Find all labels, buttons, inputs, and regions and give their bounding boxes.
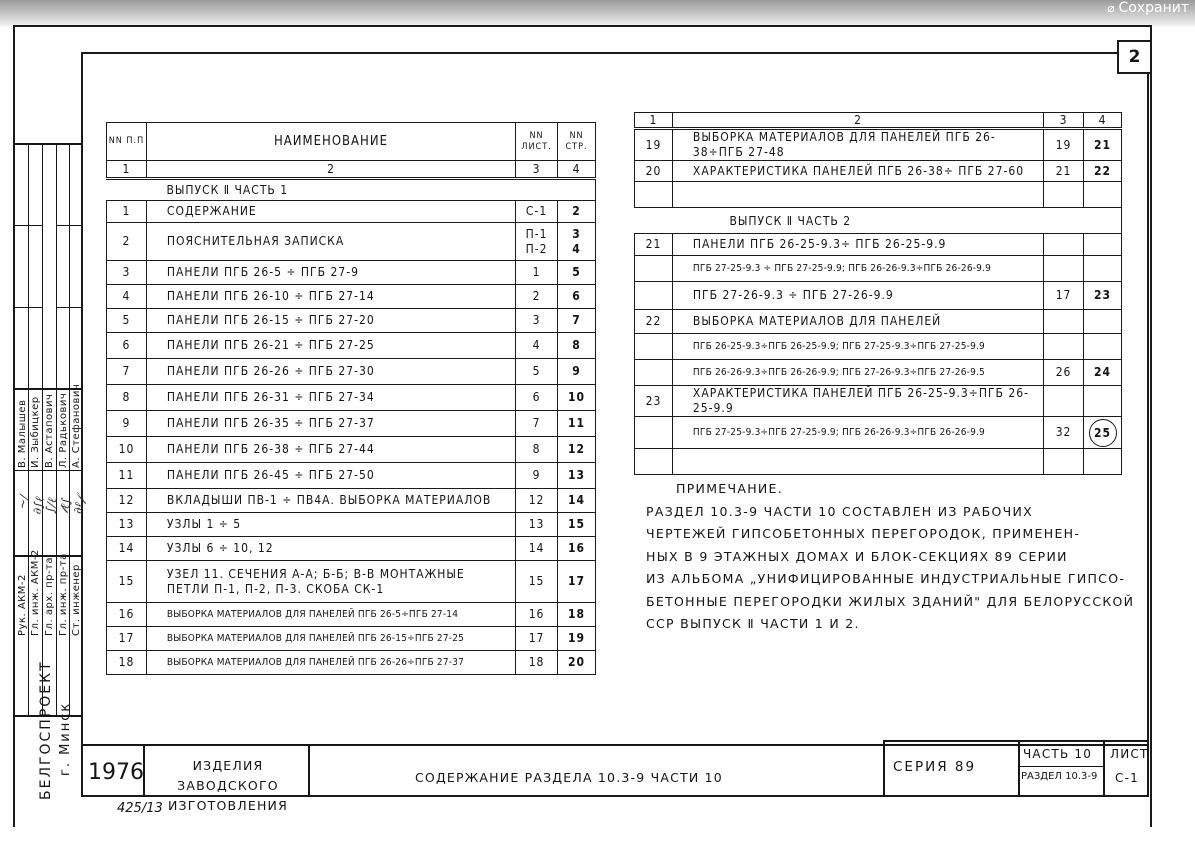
row-number [107,489,147,513]
row-number [107,309,147,333]
table-row [107,513,596,537]
row-sheet [516,537,558,561]
row-page [558,285,596,309]
sheet-value: С-1 [1115,771,1139,785]
row-page-text: 3 4 [572,226,581,256]
row-sheet [516,285,558,309]
sheet-label: ЛИСТ [1110,747,1149,761]
row-number [107,261,147,285]
category: ИЗДЕЛИЯ ЗАВОДСКОГО ИЗГОТОВЛЕНИЯ [167,758,288,813]
row-page-text: 10 [568,390,586,404]
row-sheet-text: 18 [528,655,545,669]
row-page-text: 8 [572,338,581,352]
row-name-text: ПГБ 27-26-9.3 ÷ ПГБ 27-26-9.9 [692,288,894,302]
note-line: ЧЕРТЕЖЕЙ ГИПСОБЕТОННЫХ ПЕРЕГОРОДОК, ПРИМЕНЕН- [646,526,1081,541]
row-sheet [516,437,558,463]
stamp-role: Гл. инж. пр-та [58,553,69,636]
row-sheet [516,513,558,537]
row-sheet-text: 21 [1055,163,1072,178]
row-name [146,359,515,385]
row-page [1084,161,1122,182]
row-sheet [1044,129,1084,161]
series: СЕРИЯ 89 [893,759,977,775]
col-num: 2 [672,113,1043,129]
row-page [558,603,596,627]
row-number-text: 5 [122,313,131,327]
row-page-text: 5 [572,265,581,279]
row-page [558,437,596,463]
row-page [1084,417,1122,449]
row-page-text: 13 [568,468,586,482]
row-name [146,463,515,489]
row-page-text: 16 [568,541,586,555]
table-row [107,537,596,561]
row-number [107,537,147,561]
row-number [107,359,147,385]
row-page-text: 15 [568,517,586,531]
row-name [146,223,515,261]
row-number [107,463,147,489]
row-number-text: 4 [122,289,131,303]
section-title: ВЫПУСК Ⅱ ЧАСТЬ 1 [107,179,596,201]
row-page-text: 14 [568,493,586,507]
row-name-text: ПАНЕЛИ ПГБ 26-26 ÷ ПГБ 27-30 [166,364,375,378]
row-page [558,513,596,537]
row-name [672,282,1043,310]
row-sheet [516,489,558,513]
row-number [107,411,147,437]
row-sheet [516,261,558,285]
row-page [558,385,596,411]
row-sheet [1044,360,1084,386]
section-row [635,208,1122,234]
table-row [635,417,1122,449]
row-number [635,129,673,161]
row-name-text: ПГБ 27-25-9.3 ÷ ПГБ 27-25-9.9; ПГБ 26-26-9.3÷ПГБ 26-26-9.9 [692,263,992,274]
stamp-role: Ст. инженер [71,564,82,636]
row-name-text: ПОЯСНИТЕЛЬНАЯ ЗАПИСКА [166,234,345,248]
row-name-text: ВЫБОРКА МАТЕРИАЛОВ ДЛЯ ПАНЕЛЕЙ [692,314,942,328]
row-sheet [516,411,558,437]
table-row [107,261,596,285]
row-name-text: ВЫБОРКА МАТЕРИАЛОВ ДЛЯ ПАНЕЛЕЙ ПГБ 26-5÷ПГБ 27-14 [166,609,459,620]
row-sheet-text: 7 [532,416,541,430]
row-name [146,513,515,537]
table-row [635,234,1122,256]
row-page [558,627,596,651]
row-sheet [1044,282,1084,310]
table-row [107,309,596,333]
row-number-text: 1 [122,204,131,218]
row-number [107,437,147,463]
row-name [672,386,1043,417]
row-number-text: 6 [122,338,131,352]
contents-table-part-1 [106,122,596,675]
row-number-text: 18 [118,655,135,669]
signature-icon: ∂ℓ𝒻 [70,496,88,515]
header-name: НАИМЕНОВАНИЕ [146,123,515,161]
row-page [1084,386,1122,417]
row-number-text: 8 [122,390,131,404]
row-name [146,285,515,309]
organization-name: БЕЛГОСПРОЕКТ [38,660,54,800]
row-number-text: 19 [645,137,662,152]
row-number-text: 2 [122,234,131,248]
save-button[interactable] [1103,0,1195,16]
row-sheet [1044,256,1084,282]
row-page [558,537,596,561]
row-sheet-text: 9 [532,468,541,482]
column-number-row [107,161,596,179]
row-name [146,333,515,359]
row-number [107,285,147,309]
row-name-text: ВЫБОРКА МАТЕРИАЛОВ ДЛЯ ПАНЕЛЕЙ ПГБ 26-26÷ПГБ 27-37 [166,657,465,668]
row-number [107,561,147,603]
row-sheet-text: 1 [532,265,541,279]
table-row [635,129,1122,161]
row-page [558,309,596,333]
row-page [558,333,596,359]
row-number [107,627,147,651]
row-name [672,417,1043,449]
table-row [107,359,596,385]
row-sheet-text: 2 [532,289,541,303]
row-page-text: 12 [568,442,586,456]
col-num: 1 [635,113,673,129]
row-page [1084,282,1122,310]
row-name-text: ПГБ 26-25-9.3÷ПГБ 26-25-9.9; ПГБ 27-25-9.3÷ПГБ 27-25-9.9 [692,341,985,352]
row-page-text: 6 [572,289,581,303]
row-sheet [516,333,558,359]
row-name-text: УЗЛЫ 1 ÷ 5 [166,517,242,531]
row-name-text: ВКЛАДЫШИ ПВ-1 ÷ ПВ4А. ВЫБОРКА МАТЕРИАЛОВ [166,493,492,507]
row-sheet [1044,417,1084,449]
row-number-text: 20 [645,163,662,178]
row-name-text: ПАНЕЛИ ПГБ 26-10 ÷ ПГБ 27-14 [166,289,375,303]
row-number [635,282,673,310]
stamp-role: Гл. арх. пр-та [44,556,55,636]
empty-row [635,182,1122,208]
col-num: 2 [146,161,515,179]
table-row [635,161,1122,182]
section-row [107,179,596,201]
row-name-text: СОДЕРЖАНИЕ [166,204,257,218]
row-name-text: УЗЛЫ 6 ÷ 10, 12 [166,541,274,555]
row-number-text: 3 [122,265,131,279]
row-sheet [516,359,558,385]
table-row [107,651,596,675]
section-code: РАЗДЕЛ 10.3-9 [1021,771,1098,782]
row-page [1084,129,1122,161]
row-name-text: ХАРАКТЕРИСТИКА ПАНЕЛЕЙ ПГБ 26-38÷ ПГБ 27-60 [692,163,1025,178]
column-number-row [635,113,1122,129]
row-sheet-text: 6 [532,390,541,404]
table-row [107,627,596,651]
save-button-label: Сохранит [1118,0,1189,16]
note-block [646,478,1136,636]
row-number-text: 16 [118,607,135,621]
note-line: ИЗ АЛЬБОМА „УНИФИЦИРОВАННЫЕ ИНДУСТРИАЛЬНЫЕ ГИПСО- [646,571,1126,586]
table-row [107,463,596,489]
row-name-text: ВЫБОРКА МАТЕРИАЛОВ ДЛЯ ПАНЕЛЕЙ ПГБ 26-15÷ПГБ 27-25 [166,633,465,644]
row-page [558,411,596,437]
col-num: 1 [107,161,147,179]
row-page-text: 24 [1093,365,1112,379]
row-page [558,201,596,223]
row-number-text: 13 [118,517,135,531]
row-page [558,261,596,285]
row-name [672,129,1043,161]
row-name-text: ПАНЕЛИ ПГБ 26-31 ÷ ПГБ 27-34 [166,390,375,404]
row-sheet-text: 8 [532,442,541,456]
row-sheet [1044,310,1084,334]
row-number-text: 14 [118,541,135,555]
table-header-row [107,123,596,161]
signature-icon: 𝓁ℓ∫ [56,496,74,515]
col-num: 3 [516,161,558,179]
row-name [672,360,1043,386]
row-sheet [1044,234,1084,256]
row-name-text: ПАНЕЛИ ПГБ 26-25-9.3÷ ПГБ 26-25-9.9 [692,237,947,251]
row-sheet [516,627,558,651]
row-page [558,463,596,489]
row-sheet-text: 26 [1055,365,1072,379]
row-name [146,603,515,627]
stamp-role: Рук. АКМ-2 [17,574,28,636]
row-sheet-text: 16 [528,607,545,621]
row-number [107,201,147,223]
row-sheet [516,561,558,603]
table-row [107,223,596,261]
row-page-text: 25 [1089,419,1117,447]
row-name-text: УЗЕЛ 11. СЕЧЕНИЯ А-А; Б-Б; В-В МОНТАЖНЫЕ ПЕТЛИ П-1, П-2, П-3. СКОБА СК-1 [166,566,465,596]
col-num: 4 [1084,113,1122,129]
row-page [558,489,596,513]
row-name [146,309,515,333]
row-page-text: 11 [568,416,586,430]
table-row [635,334,1122,360]
row-page-text: 2 [572,204,581,218]
organization-city: г. Минск [58,701,73,776]
row-number [635,234,673,256]
row-name [672,334,1043,360]
row-page [1084,334,1122,360]
row-number [635,417,673,449]
stamp-role: Гл. инж. АКМ-2 [30,549,41,636]
row-number [635,161,673,182]
note-title: ПРИМЕЧАНИЕ. [676,481,784,496]
header-sheet: NN ЛИСТ. [516,123,558,161]
row-name-text: ПГБ 26-26-9.3÷ПГБ 26-26-9.9; ПГБ 27-26-9.3÷ПГБ 27-26-9.5 [692,367,985,378]
table-row [107,437,596,463]
part: ЧАСТЬ 10 [1023,747,1093,761]
row-page [1084,310,1122,334]
row-name [672,234,1043,256]
row-name [146,537,515,561]
row-sheet [516,385,558,411]
row-number-text: 11 [118,468,135,482]
note-line: РАЗДЕЛ 10.3-9 ЧАСТИ 10 СОСТАВЛЕН ИЗ РАБОЧИХ [646,503,1034,519]
stamp-name: В. Малышев [17,399,28,468]
year: 1976 [88,760,144,785]
row-sheet-text: 17 [1055,288,1072,302]
contents-table-part-2 [634,112,1122,475]
row-name [146,411,515,437]
row-number-text: 15 [118,574,135,588]
inventory-number: 425/13 [117,801,163,816]
row-number-text: 9 [122,416,131,430]
row-number [635,386,673,417]
note-line: ССР ВЫПУСК Ⅱ ЧАСТИ 1 И 2. [646,616,860,631]
row-sheet-text: 12 [528,493,545,507]
row-name [146,489,515,513]
sheet-number: 2 [1117,40,1150,74]
row-name [146,651,515,675]
row-sheet [516,223,558,261]
table-row [635,282,1122,310]
row-name-text: ПГБ 27-25-9.3÷ПГБ 27-25-9.9; ПГБ 26-26-9.3÷ПГБ 26-26-9.9 [692,427,985,438]
table-row [107,285,596,309]
row-sheet-text: 4 [532,338,541,352]
table-row [107,603,596,627]
row-number [107,333,147,359]
row-name [146,385,515,411]
row-sheet [1044,161,1084,182]
table-row [107,411,596,437]
row-sheet-text: 19 [1055,137,1072,152]
row-name [146,561,515,603]
row-number [635,334,673,360]
row-page-text: 9 [572,364,581,378]
signature-icon: ∂∫ℓ [29,495,47,516]
row-page-text: 7 [572,313,581,327]
row-number-text: 21 [645,237,662,251]
row-number-text: 22 [645,314,662,328]
table-row [635,360,1122,386]
row-number [107,385,147,411]
row-page-text: 22 [1093,163,1112,178]
browser-top-bar [0,0,1195,28]
table-row [635,256,1122,282]
stamp-name: Л. Радькович [58,392,69,468]
section-title: ВЫПУСК Ⅱ ЧАСТЬ 2 [635,208,1122,234]
row-page [558,651,596,675]
row-sheet [516,651,558,675]
stamp-name: В. Астапович [44,393,55,468]
row-page [1084,234,1122,256]
row-name-text: ХАРАКТЕРИСТИКА ПАНЕЛЕЙ ПГБ 26-25-9.3÷ПГБ 26-25-9.9 [692,386,1030,415]
row-page-text: 18 [568,607,586,621]
row-name [672,256,1043,282]
row-page-text: 19 [568,631,586,645]
stamp-name: А. Стефанович [71,383,82,468]
row-sheet-text: С-1 [525,204,548,218]
table-row [635,386,1122,417]
row-sheet-text: П-1 П-2 [525,226,548,256]
row-number [107,223,147,261]
row-name-text: ВЫБОРКА МАТЕРИАЛОВ ДЛЯ ПАНЕЛЕЙ ПГБ 26-38÷ПГБ 27-48 [692,130,996,159]
row-number-text: 23 [645,393,662,408]
row-name [146,627,515,651]
row-sheet-text: 17 [528,631,545,645]
row-sheet-text: 14 [528,541,545,555]
row-name-text: ПАНЕЛИ ПГБ 26-35 ÷ ПГБ 27-37 [166,416,375,430]
row-sheet [516,463,558,489]
row-number [635,360,673,386]
row-number-text: 10 [118,442,135,456]
row-number [107,651,147,675]
row-sheet [1044,386,1084,417]
row-name [146,437,515,463]
col-num: 4 [558,161,596,179]
row-sheet-text: 5 [532,364,541,378]
row-number [107,603,147,627]
row-page [1084,256,1122,282]
row-name-text: ПАНЕЛИ ПГБ 26-45 ÷ ПГБ 27-50 [166,468,375,482]
row-page-text: 23 [1093,288,1112,302]
row-page-text: 17 [568,574,586,588]
table-row [635,310,1122,334]
row-number [107,513,147,537]
paperclip-icon: ⌀ [1107,1,1115,15]
signature-icon: ∫∕ℓ [42,496,60,515]
row-name-text: ПАНЕЛИ ПГБ 26-38 ÷ ПГБ 27-44 [166,442,375,456]
row-name-text: ПАНЕЛИ ПГБ 26-15 ÷ ПГБ 27-20 [166,313,375,327]
row-name [146,201,515,223]
row-number [635,256,673,282]
row-number-text: 17 [118,631,135,645]
header-nn: NN П.П [107,123,147,161]
signature-icon: ~∕ [14,493,32,511]
row-page [558,359,596,385]
row-name [672,310,1043,334]
row-name [146,261,515,285]
row-number-text: 7 [122,364,131,378]
table-row [107,385,596,411]
drawing-title: СОДЕРЖАНИЕ РАЗДЕЛА 10.3-9 ЧАСТИ 10 [415,770,723,785]
table-row [107,333,596,359]
row-page [558,223,596,261]
row-number-text: 12 [118,493,135,507]
row-sheet-text: 15 [528,574,545,588]
header-page: NN СТР. [558,123,596,161]
row-sheet-text: 32 [1055,425,1072,439]
col-num: 3 [1044,113,1084,129]
row-page [558,561,596,603]
row-sheet-text: 3 [532,313,541,327]
row-page-text: 20 [568,655,586,669]
row-page [1084,360,1122,386]
row-name [672,161,1043,182]
table-row [107,201,596,223]
row-number [635,310,673,334]
note-line: БЕТОННЫЕ ПЕРЕГОРОДКИ ЖИЛЫХ ЗДАНИЙ" ДЛЯ БЕЛОРУССКОЙ [646,593,1135,609]
row-name-text: ПАНЕЛИ ПГБ 26-5 ÷ ПГБ 27-9 [166,265,359,279]
row-sheet [516,309,558,333]
row-sheet [516,201,558,223]
table-row [107,489,596,513]
table-row [107,561,596,603]
row-name-text: ПАНЕЛИ ПГБ 26-21 ÷ ПГБ 27-25 [166,338,375,352]
empty-row [635,449,1122,475]
row-page-text: 21 [1093,137,1112,152]
note-line: НЫХ В 9 ЭТАЖНЫХ ДОМАХ И БЛОК-СЕКЦИЯХ 89 СЕРИИ [646,548,1068,564]
row-sheet-text: 13 [528,517,545,531]
stamp-name: И. Зыбицкер [30,396,41,468]
row-sheet [516,603,558,627]
row-sheet [1044,334,1084,360]
